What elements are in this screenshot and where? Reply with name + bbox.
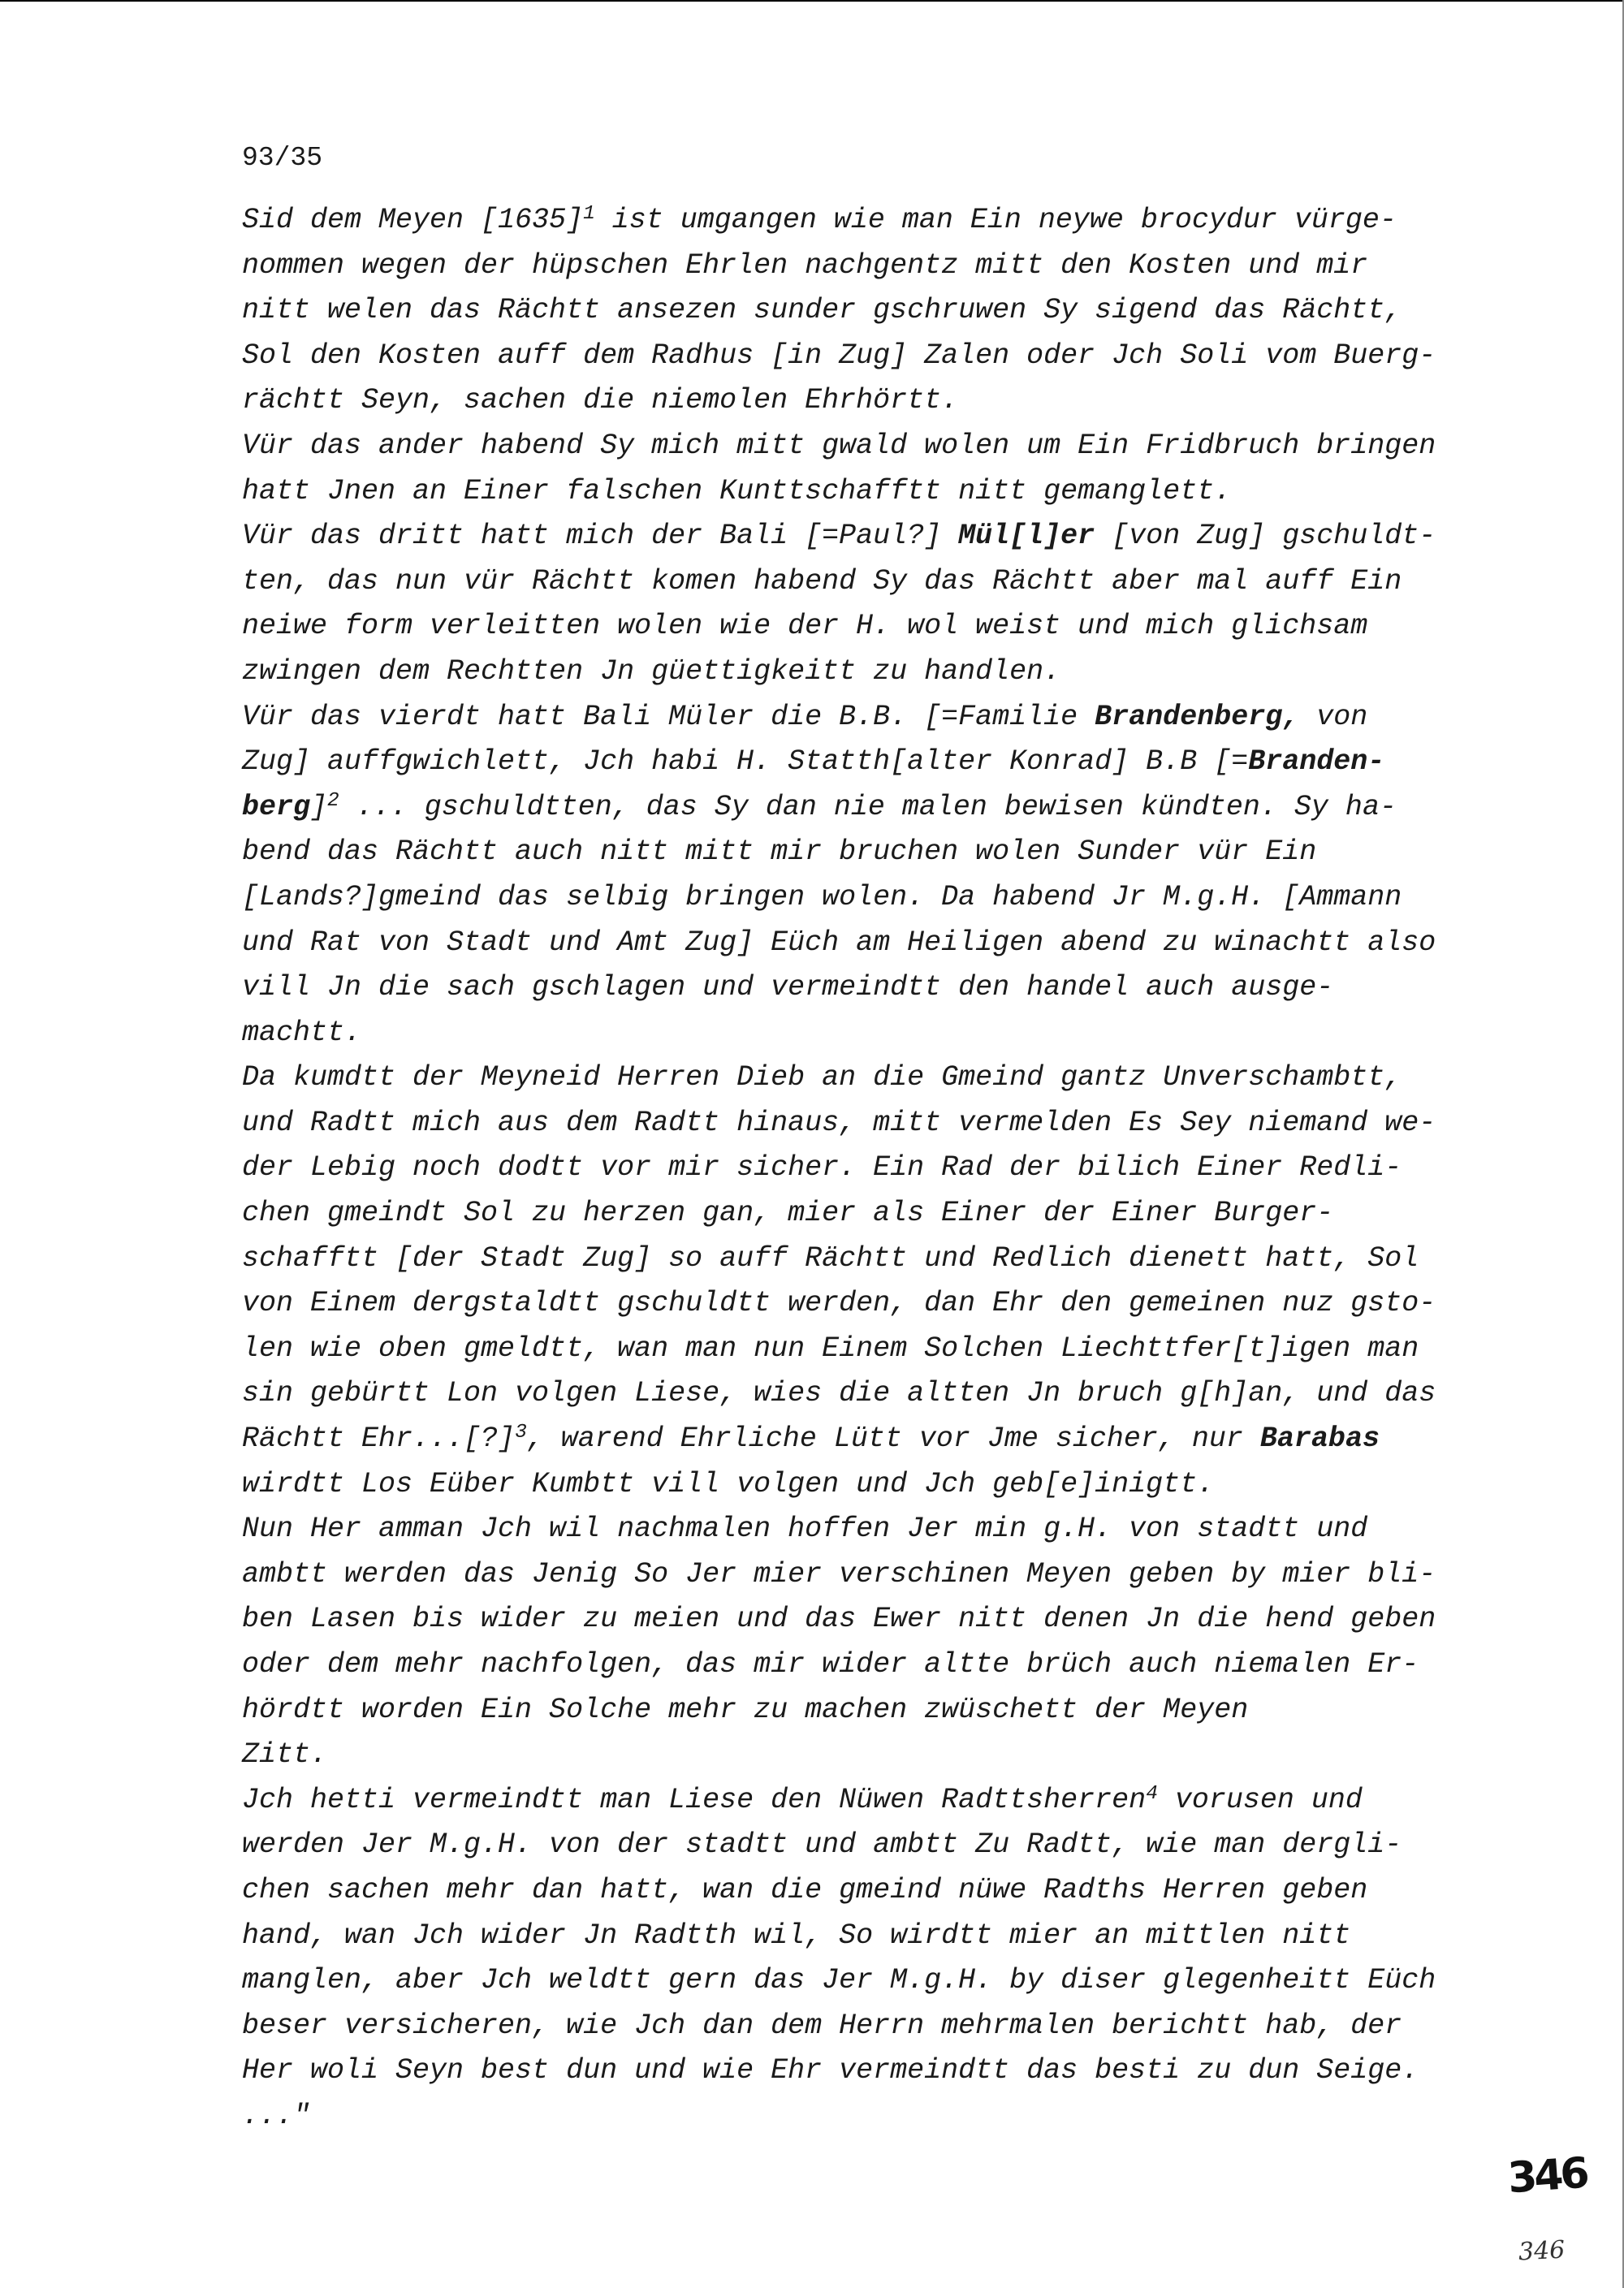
text-line: machtt. bbox=[242, 1016, 362, 1049]
text-line: werden Jer M.g.H. von der stadtt und ambtt Zu Radtt, wie man dergli- bbox=[242, 1828, 1402, 1862]
bold-name: Branden- bbox=[1248, 745, 1385, 779]
bold-name: Brandenberg, bbox=[1095, 700, 1300, 733]
page-number: 93/35 bbox=[242, 143, 323, 173]
text-line: chen gmeindt Sol zu herzen gan, mier als Einer der Einer Burger- bbox=[242, 1197, 1334, 1230]
text-line: beser versicheren, wie Jch dan dem Herrn mehrmalen berichtt hab, der bbox=[242, 2009, 1402, 2042]
text-line: ten, das nun vür Rächtt komen habend Sy das Rächtt aber mal auff Ein bbox=[242, 564, 1402, 598]
text-line: manglen, aber Jch weldtt gern das Jer M.g.H. by diser glegenheitt Eüch bbox=[242, 1964, 1436, 1997]
text-line: vill Jn die sach gschlagen und vermeindtt den handel auch ausge- bbox=[242, 971, 1334, 1004]
text-line: Nun Her amman Jch wil nachmalen hoffen Jer min g.H. von stadtt und bbox=[242, 1513, 1368, 1546]
text-line: und Rat von Stadt und Amt Zug] Eüch am Heiligen abend zu winachtt also bbox=[242, 926, 1436, 959]
footnote-marker: 1 bbox=[583, 202, 595, 225]
page-top-edge bbox=[0, 0, 1624, 2]
text-line: ambtt werden das Jenig So Jer mier verschinen Meyen geben by mier bli- bbox=[242, 1557, 1436, 1591]
text-line: chen sachen mehr dan hatt, wan die gmeind nüwe Radths Herren geben bbox=[242, 1873, 1368, 1906]
footnote-marker: 2 bbox=[327, 789, 339, 812]
text-line: Her woli Seyn best dun und wie Ehr vermeindtt das besti zu dun Seige. bbox=[242, 2054, 1419, 2087]
bold-name: Barabas bbox=[1259, 1422, 1380, 1456]
footnote-marker: 4 bbox=[1146, 1782, 1158, 1805]
text-line: und Radtt mich aus dem Radtt hinaus, mitt vermelden Es Sey niemand we- bbox=[242, 1106, 1436, 1139]
text-line: neiwe form verleitten wolen wie der H. wol weist und mich glichsam bbox=[242, 610, 1368, 643]
text-line: wirdtt Los Eüber Kumbtt vill volgen und Jch geb[e]inigtt. bbox=[242, 1467, 1215, 1500]
text-line: Vür das ander habend Sy mich mitt gwald wolen um Ein Fridbruch bringen bbox=[242, 429, 1436, 462]
document-body bbox=[242, 198, 1509, 2139]
folio-handwritten-number: 346 bbox=[1518, 2235, 1566, 2267]
text-line: ben Lasen bis wider zu meien und das Ewer nitt denen Jn die hend geben bbox=[242, 1603, 1436, 1636]
folio-stamp: 346 bbox=[1506, 2148, 1588, 2204]
text-line: Vür das vierdt hatt Bali Müler die B.B. [=Familie Brandenberg, von bbox=[242, 700, 1368, 733]
text-line: Da kumdtt der Meyneid Herren Dieb an die Gmeind gantz Unverschambtt, bbox=[242, 1061, 1402, 1094]
text-line: zwingen dem Rechtten Jn güettigkeitt zu handlen. bbox=[242, 654, 1061, 688]
footnote-marker: 3 bbox=[515, 1422, 527, 1444]
text-line: schafftt [der Stadt Zug] so auff Rächtt und Redlich dienett hatt, Sol bbox=[242, 1241, 1419, 1275]
text-line: Zitt. bbox=[242, 1738, 328, 1772]
text-line: oder dem mehr nachfolgen, das mir wider altte brüch auch niemalen Er- bbox=[242, 1648, 1419, 1681]
text-line: sin gebürtt Lon volgen Liese, wies die altten Jn bruch g[h]an, und das bbox=[242, 1377, 1436, 1410]
text-line: hand, wan Jch wider Jn Radtth wil, So wirdtt mier an mittlen nitt bbox=[242, 1919, 1351, 1952]
text-line: bend das Rächtt auch nitt mitt mir bruchen wolen Sunder vür Ein bbox=[242, 835, 1317, 869]
text-line: von Einem dergstaldtt gschuldtt werden, dan Ehr den gemeinen nuz gsto- bbox=[242, 1287, 1436, 1320]
bold-name: Mül[l]er bbox=[958, 520, 1095, 553]
text-line: Sid dem Meyen $[1635]^1$ ist umgangen wie man Ein neywe brocydur vürge- bbox=[242, 202, 1397, 236]
text-line: nitt welen das Rächtt ansezen sunder gschruwen Sy sigend das Rächtt, bbox=[242, 294, 1402, 327]
text-line: Jch hetti vermeindtt man Liese den Nüwen Radttsherren$^4$ vorusen und bbox=[242, 1782, 1363, 1816]
text-line: hördtt worden Ein Solche mehr zu machen zwüschett der Meyen bbox=[242, 1693, 1249, 1726]
text-line: [Lands?]gmeind das selbig bringen wolen. Da habend Jr M.g.H. [Ammann bbox=[242, 880, 1402, 913]
text-line: Sol den Kosten auff dem Radhus [in Zug] Zalen oder Jch Soli vom Buerg- bbox=[242, 339, 1436, 372]
text-line: hatt Jnen an Einer falschen Kunttschafftt nitt gemanglett. bbox=[242, 474, 1232, 507]
text-line: rächtt Seyn, sachen die niemolen Ehrhörtt. bbox=[242, 384, 959, 417]
text-line: Vür das dritt hatt mich der Bali [=Paul?] Mül[l]er [von Zug] gschuldt- bbox=[242, 520, 1436, 553]
text-line: Zug] auffgwichlett, Jch habi H. Statth[alter Konrad] B.B [=Branden- bbox=[242, 745, 1385, 779]
text-line: nommen wegen der hüpschen Ehrlen nachgentz mitt den Kosten und mir bbox=[242, 248, 1368, 282]
bold-name: berg bbox=[242, 790, 311, 823]
text-line: berg]$^2$ ... gschuldtten, das Sy dan nie malen bewisen kündten. Sy ha- bbox=[242, 789, 1397, 823]
text-line: Rächtt Ehr...[?]$^3$, warend Ehrliche Lütt vor Jme sicher, nur Barabas bbox=[242, 1422, 1380, 1456]
text-line: len wie oben gmeldtt, wan man nun Einem Solchen Liechttfer[t]igen man bbox=[242, 1332, 1419, 1365]
text-line: der Lebig noch dodtt vor mir sicher. Ein Rad der bilich Einer Redli- bbox=[242, 1151, 1402, 1185]
text-line: ..." bbox=[242, 2099, 311, 2132]
